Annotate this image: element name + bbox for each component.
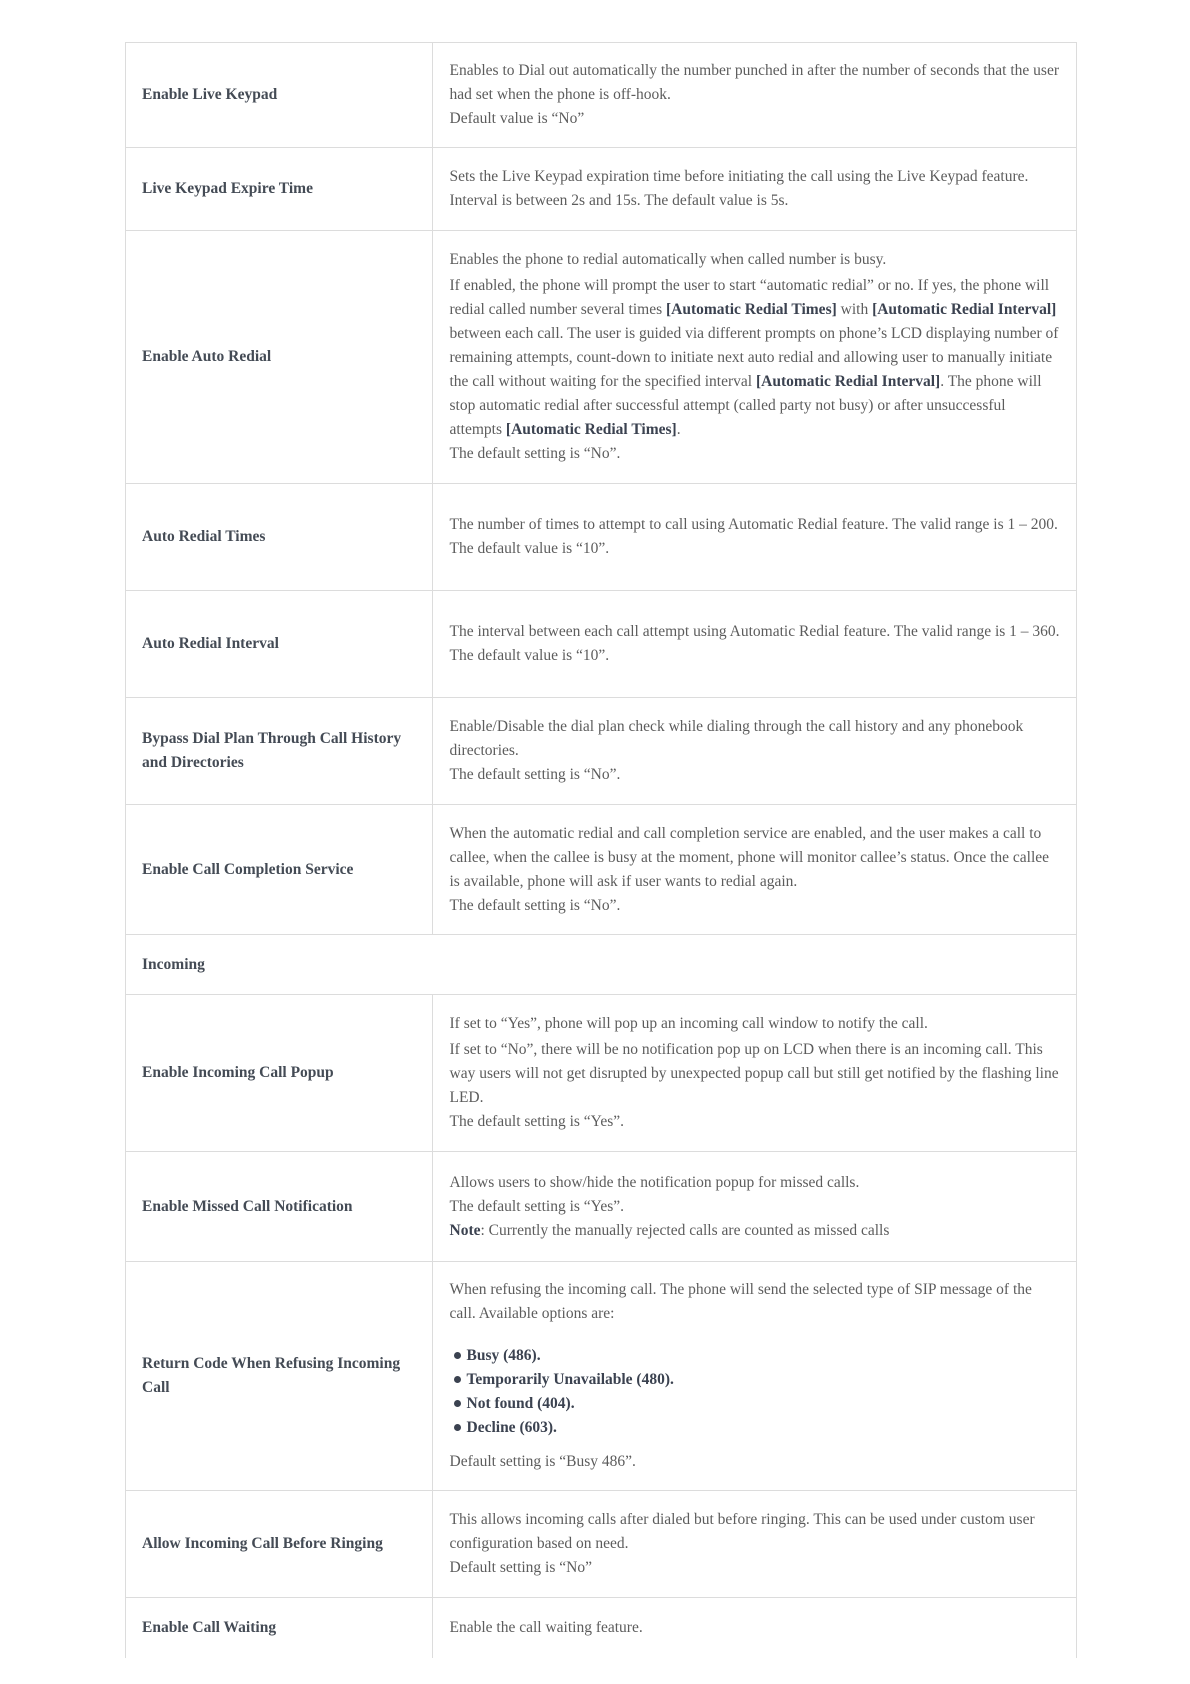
section-title: Incoming <box>126 935 1076 995</box>
param-reference: [Automatic Redial Interval] <box>872 301 1057 318</box>
table-row <box>126 148 1076 231</box>
default-value-text: The default setting is “No”. <box>449 445 621 462</box>
bullet-icon <box>454 1376 461 1383</box>
text-run: between each call. The user is guided via different prompts on phone’s LCD displaying number of remaining attempts, count-down to initiate next auto redial and allowing user to manually initiate the call without waiting for the specified interval <box>449 325 1059 390</box>
default-value-text: The default setting is “Yes”. <box>449 1197 624 1215</box>
table-row <box>126 698 1076 805</box>
setting-name: Auto Redial Times <box>126 484 432 591</box>
default-value-text: Default value is “No” <box>449 110 585 127</box>
description-text: Enable/Disable the dial plan check while dialing through the call history and any phonebook directories. <box>449 718 1024 759</box>
setting-name: Live Keypad Expire Time <box>126 148 432 231</box>
table-row <box>126 1152 1076 1262</box>
option-label: Decline (603). <box>466 1419 557 1436</box>
text-run: . The phone will stop automatic redial after successful attempt (called party not busy) or after unsuccessful attempts <box>449 373 1042 438</box>
description-text: When the automatic redial and call completion service are enabled, and the user makes a call to callee, when the callee is busy at the moment, phone will monitor callee’s status. Once the callee is available, phone will ask if user wants to redial again. <box>449 824 1050 890</box>
description-text: The number of times to attempt to call using Automatic Redial feature. The valid range is 1 – 200. <box>449 516 1058 533</box>
option-label: Temporarily Unavailable (480). <box>466 1371 674 1388</box>
bullet-icon <box>454 1424 461 1431</box>
setting-name: Enable Live Keypad <box>126 43 432 148</box>
settings-table-container <box>125 42 1077 1658</box>
default-value-text: The default value is “10”. <box>449 647 610 664</box>
table-row <box>126 1262 1076 1491</box>
text-run: If enabled, the phone will prompt the user to start “automatic redial” or no. If yes, the phone will redial called number several times <box>449 277 1050 318</box>
setting-description <box>432 231 1076 484</box>
description-text: Enables to Dial out automatically the number punched in after the number of seconds that the user had set when the phone is off-hook. <box>449 62 1059 103</box>
setting-name: Return Code When Refusing Incoming Call <box>126 1262 432 1491</box>
option-label: Not found (404). <box>466 1395 575 1412</box>
setting-description <box>432 995 1076 1152</box>
description-text: If set to “Yes”, phone will pop up an incoming call window to notify the call. <box>449 1015 928 1032</box>
description-text: Sets the Live Keypad expiration time before initiating the call using the Live Keypad feature. Interval is between 2s and 15s. The default value is 5s. <box>449 168 1029 209</box>
description-text: Allows users to show/hide the notification popup for missed calls. <box>449 1173 860 1191</box>
setting-name: Enable Call Waiting <box>126 1598 432 1658</box>
list-item <box>450 1416 1061 1440</box>
table-row <box>126 805 1076 935</box>
setting-description <box>432 591 1076 698</box>
option-label: Busy (486). <box>466 1347 541 1364</box>
text-run: : Currently the manually rejected calls are counted as missed calls <box>480 1221 890 1239</box>
table-row <box>126 995 1076 1152</box>
setting-description <box>432 1598 1076 1658</box>
setting-name: Enable Call Completion Service <box>126 805 432 935</box>
setting-name: Bypass Dial Plan Through Call History and Directories <box>126 698 432 805</box>
settings-table <box>126 42 1076 1658</box>
param-reference: [Automatic Redial Times] <box>665 301 837 318</box>
setting-description <box>432 148 1076 231</box>
default-value-text: The default setting is “No”. <box>449 766 621 783</box>
note-label: Note <box>449 1221 481 1239</box>
setting-description <box>432 43 1076 148</box>
section-row <box>126 935 1076 995</box>
param-reference: [Automatic Redial Interval] <box>755 373 941 390</box>
setting-description <box>432 698 1076 805</box>
bullet-icon <box>454 1400 461 1407</box>
note-text <box>450 1219 1061 1243</box>
setting-name: Auto Redial Interval <box>126 591 432 698</box>
default-value-text: Default setting is “Busy 486”. <box>449 1453 636 1470</box>
description-text: Enables the phone to redial automatically when called number is busy. <box>449 251 887 268</box>
table-row <box>126 1598 1076 1658</box>
setting-description <box>432 1491 1076 1598</box>
bullet-icon <box>454 1352 461 1359</box>
table-row <box>126 231 1076 484</box>
default-value-text: The default value is “10”. <box>449 540 610 557</box>
table-row <box>126 1491 1076 1598</box>
table-row <box>126 43 1076 148</box>
list-item <box>450 1344 1061 1368</box>
description-text: Enable the call waiting feature. <box>449 1618 643 1636</box>
setting-name: Enable Incoming Call Popup <box>126 995 432 1152</box>
text-run: . <box>676 421 681 438</box>
setting-description <box>432 1262 1076 1491</box>
description-text: The interval between each call attempt using Automatic Redial feature. The valid range is 1 – 360. <box>449 623 1060 640</box>
description-text: If set to “No”, there will be no notification pop up on LCD when there is an incoming call. This way users will not get disrupted by unexpected popup call but still get notified by the flashing line LED. <box>449 1041 1059 1106</box>
table-row <box>126 591 1076 698</box>
description-text: When refusing the incoming call. The phone will send the selected type of SIP message of the call. Available options are: <box>449 1281 1032 1322</box>
description-text <box>450 274 1061 442</box>
list-item <box>450 1368 1061 1392</box>
setting-description <box>432 1152 1076 1262</box>
options-list <box>450 1344 1061 1440</box>
default-value-text: The default setting is “No”. <box>449 896 621 914</box>
setting-description <box>432 484 1076 591</box>
setting-name: Enable Auto Redial <box>126 231 432 484</box>
default-value-text: Default setting is “No” <box>449 1559 592 1576</box>
setting-name: Enable Missed Call Notification <box>126 1152 432 1262</box>
description-text: This allows incoming calls after dialed but before ringing. This can be used under custom user configuration based on need. <box>449 1511 1035 1552</box>
list-item <box>450 1392 1061 1416</box>
setting-description <box>432 805 1076 935</box>
param-reference: [Automatic Redial Times] <box>505 421 677 438</box>
default-value-text: The default setting is “Yes”. <box>449 1113 624 1130</box>
setting-name: Allow Incoming Call Before Ringing <box>126 1491 432 1598</box>
table-row <box>126 484 1076 591</box>
text-run: with <box>836 301 873 318</box>
